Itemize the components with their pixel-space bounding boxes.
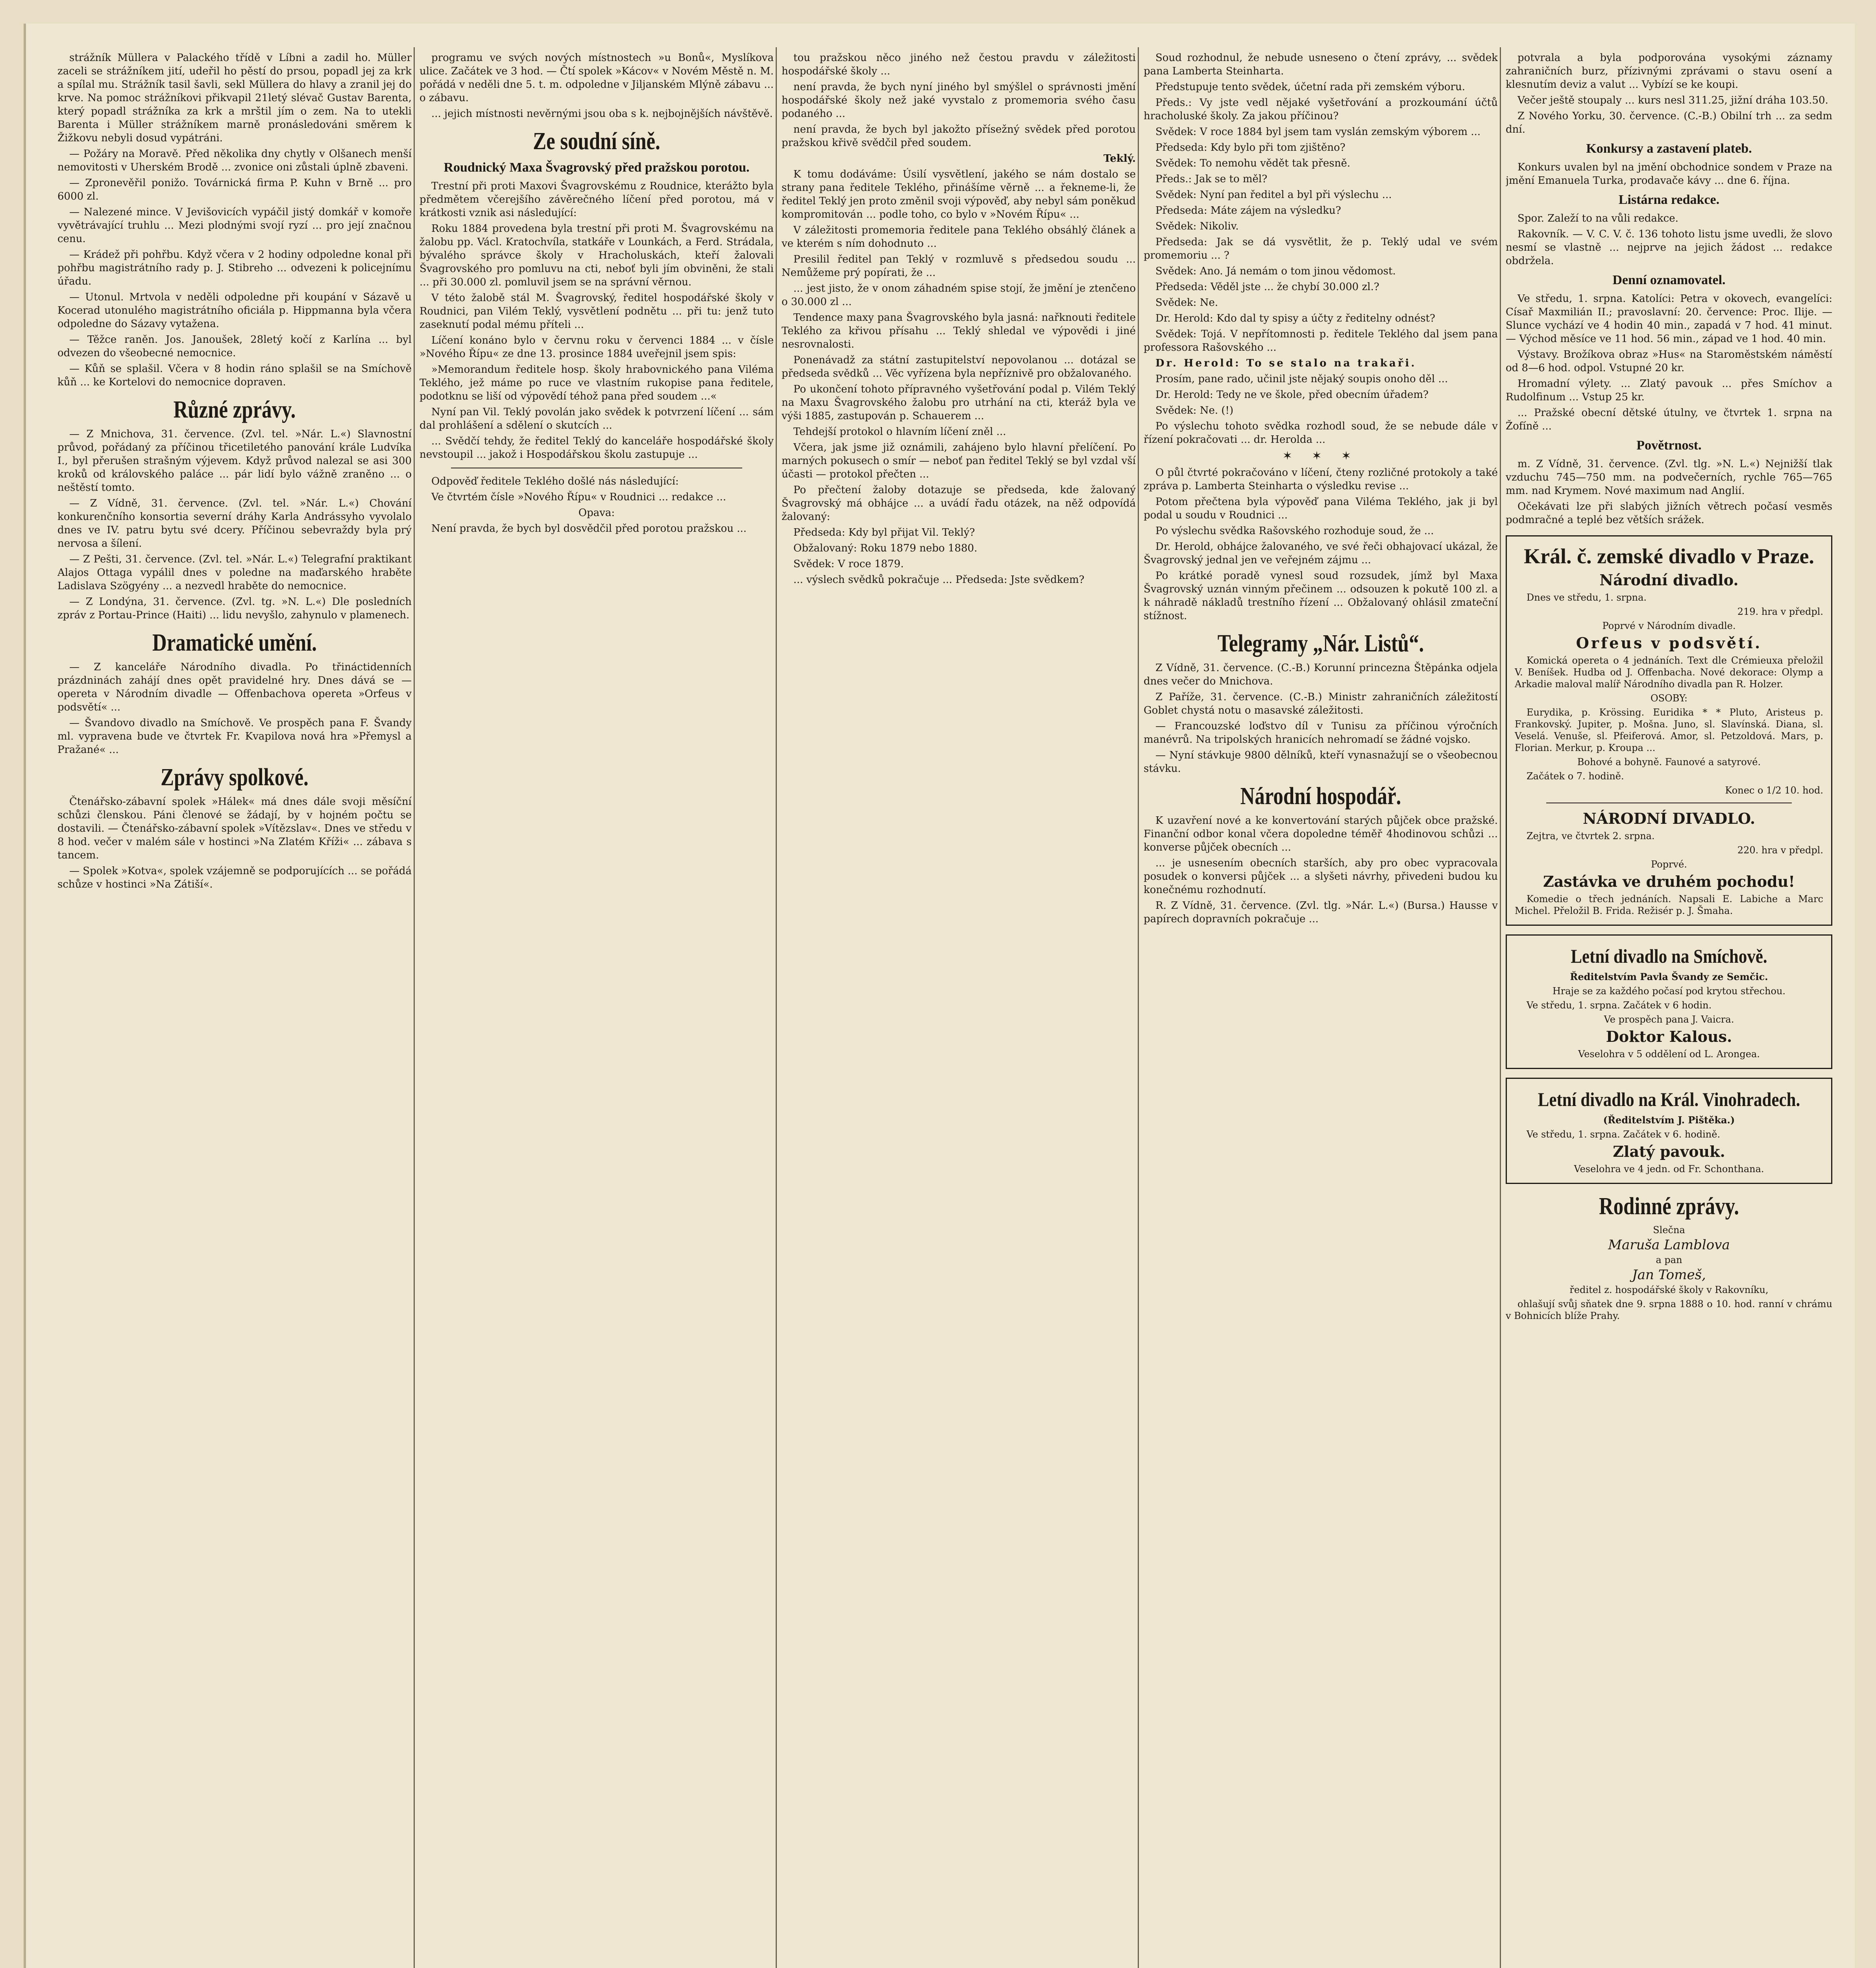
column-3 xyxy=(782,51,1136,1968)
program-date: Dnes ve středu, 1. srpna. xyxy=(1527,592,1647,603)
paragraph: Líčení konáno bylo v červnu roku v červenci 1884 ... v čísle »Nového Řípu« ze dne 13. prosince 1884 uveřejnil jsem spis: xyxy=(420,335,774,360)
program-cast: Eurydika, p. Krössing. Euridika * * Pluto, Aristeus p. Frankovský. Jupiter, p. Mošna. Juno, sl. Slavínská. Diana, sl. Veselá. Venuše, sl. Pfeiferová. Amor, sl. Petzoldová. Mars, p. Florian. Merkur, p. Kroupa ... xyxy=(1515,707,1823,753)
paragraph: — Utonul. Mrtvola v neděli odpoledne při koupání v Sázavě u Kocerad utonulého magistrátního oficiála p. Hippmanna byla včera odpoledne do Sázavy vytažena. xyxy=(57,291,412,330)
paragraph: Soud rozhodnul, že nebude usneseno o čtení zprávy, ... svědek pana Lamberta Steinharta. xyxy=(1144,52,1498,77)
paragraph: Dr. Herold: Kdo dal ty spisy a účty z ředitelny odnést? xyxy=(1155,313,1436,324)
paragraph: — Z Londýna, 31. července. (Zvl. tg. »N. L.«) Dle posledních zpráv z Portau-Prince (Haiti) ... lidu nevyšlo, zahynulo v plamenech. xyxy=(57,596,412,621)
paragraph: Svědek: V roce 1884 byl jsem tam vyslán zemským výborem ... xyxy=(1155,126,1481,138)
program-number: 220. hra v předpl. xyxy=(1737,845,1823,856)
paragraph: Svědek: Ne. xyxy=(1155,297,1218,309)
newspaper-page xyxy=(24,24,1855,1968)
column-rule xyxy=(414,47,415,1968)
theatre-program-box xyxy=(1506,535,1832,926)
paragraph: Tendence maxy pana Švagrovského byla jasná: nařknouti ředitele Teklého za křivou přísahu ... Teklý shledal ve výpovědi i jiné nesrovnalosti. xyxy=(782,312,1136,350)
paragraph: — Krádež při pohřbu. Když včera v 2 hodiny odpoledne konal při pohřbu magistrátního rady p. J. Stibreho ... odvezeni k policejnímu úřadu. xyxy=(57,249,412,287)
paragraph: Odpověď ředitele Teklého došlé nás následující: xyxy=(431,475,679,487)
paragraph: Roku 1884 provedena byla trestní při proti M. Švagrovskému na žalobu pp. Václ. Kratochvíla, statkáře v Lounkách, a Ferd. Strádala, bývalého správce školy v Hracholuskách, kteří žalovali Švagrovského pro pomluvu na cti, neboť byli jím obviněni, že stali ... při 30.000 zl. pomluvil jsem se na správní věrnou. xyxy=(420,223,774,288)
ad-title: Letní divadlo na Král. Vinohradech. xyxy=(1538,1088,1800,1110)
section-heading-ruzne: Různé zprávy. xyxy=(173,396,296,423)
paragraph: Po výslechu tohoto svědka rozhodl soud, že se nebude dále v řízení pokračovati ... dr. Herolda ... xyxy=(1144,420,1498,446)
star-ornament-icon: ✶ ✶ ✶ xyxy=(1282,449,1359,463)
section-heading-oznamovatel: Denní oznamovatel. xyxy=(1612,273,1726,287)
paragraph: — Požáry na Moravě. Před několika dny chytly v Olšanech menší nemovitosti v Uherském Brodě ... zvonice oni zůstali úplně zbaveni. xyxy=(57,148,412,173)
paragraph: — Švandovo divadlo na Smíchově. Ve prospěch pana F. Švandy ml. vypravena bude ve čtvrtek Fr. Kvapilova nová hra »Přemysl a Pražané« ... xyxy=(57,717,412,756)
column-2 xyxy=(420,51,774,1968)
signature: Teklý. xyxy=(1103,153,1136,165)
paragraph: Ve středu, 1. srpna. Katolíci: Petra v okovech, evangelíci: Císař Maxmilián II.; pravoslavní: 20. července: Proc. Ilije. — Slunce vychází ve 4 hodin 40 min., zapadá v 7 hod. 41 minut. — Východ měsíce ve 11 hod. 56 min., západ ve 1 hod. 40 min. xyxy=(1506,293,1832,345)
paragraph: Očekávati lze při slabých jižních větrech počasí vesměs podmračné a teplé bez větších srážek. xyxy=(1506,501,1832,526)
paragraph: Po přečtení žaloby dotazuje se předseda, kde žalovaný Švagrovský má obhájce ... a uvádí řadu otázek, na něž odpovídá žalovaný: xyxy=(782,484,1136,523)
paragraph: Předseda: Máte zájem na výsledku? xyxy=(1155,205,1341,216)
column-rule xyxy=(1500,47,1501,1968)
paragraph: Dr. Herold: To se stalo na trakaři. xyxy=(1155,357,1417,369)
column-5 xyxy=(1506,51,1832,1968)
paragraph: — Francouzské loďstvo díl v Tunisu za příčinou výročních manévrů. Na tripolských hranicích nehromadí se žádné vojsko. xyxy=(1144,720,1498,745)
section-heading-spolkove: Zprávy spolkové. xyxy=(161,764,309,791)
paragraph: Předseda: Jak se dá vysvětlit, že p. Teklý udal ve svém promemoriu ... ? xyxy=(1144,236,1498,261)
paragraph: Svědek: Tojá. V nepřítomnosti p. ředitele Teklého dal jsem pana professora Rašovského ... xyxy=(1144,328,1498,353)
section-heading-telegramy: Telegramy „Nár. Listů“. xyxy=(1217,630,1424,657)
paragraph: — Z Mnichova, 31. července. (Zvl. tel. »Nár. L.«) Slavnostní průvod, pořádaný za příčinou třicetiletého panování krále Ludvíka I., byl přerušen strašným výjevem. Když průvod nalezal se asi 300 kroků od královského paláce ... pár lidí bylo vážně zraněno ... o neštěstí tomto. xyxy=(57,428,412,494)
paragraph: Svědek: V roce 1879. xyxy=(793,558,904,570)
ad-line: Hraje se za každého počasí pod krytou střechou. xyxy=(1552,986,1786,997)
paragraph: Trestní při proti Maxovi Švagrovskému z Roudnice, kterážto byla předmětem včerejšího závěrečného líčení před porotou, má v krátkosti vznik asi následující: xyxy=(420,180,774,219)
column-rule xyxy=(1138,47,1139,1968)
theatre-subheading: Národní divadlo. xyxy=(1599,571,1739,589)
paragraph: Prosím, pane rado, učinil jste nějaký soupis onoho děl ... xyxy=(1155,373,1448,385)
paragraph: Předstupuje tento svědek, účetní rada při zemském výboru. xyxy=(1155,81,1465,93)
ad-subtitle: Ředitelstvím Pavla Švandy ze Semčic. xyxy=(1570,971,1768,982)
section-heading-dramaticke: Dramatické umění. xyxy=(152,629,317,656)
paragraph: — Nalezené mince. V Jevišovicích vypáčil jistý domkář v komoře vyvětrávající truhlu ... Mezi plodnými svojí ryzí ... pro její značnou cenu. xyxy=(57,206,412,245)
paragraph: Obžalovaný: Roku 1879 nebo 1880. xyxy=(793,542,978,554)
paragraph: — Z Pešti, 31. července. (Zvl. tel. »Nár. L.«) Telegrafní praktikant Alajos Ottaga vypálil dnes v poledne na maďarského hraběte Ladislava Szögyény ... a nezvedl hraběte do nemocnice. xyxy=(57,553,412,592)
family-line: ředitel z. hospodářské školy v Rakovníku, xyxy=(1569,1284,1769,1295)
program-end: Konec o 1/2 10. hod. xyxy=(1725,785,1823,796)
paragraph: K tomu dodáváme: Úsilí vysvětlení, jakého se nám dostalo se strany pana ředitele Teklého, přinášíme věrně ... a řekneme-li, že ředitel Teklý jen proto změnil svoji výpověď, aby nebyl sám poněkud kompromitován ... podle toho, co bylo v »Novém Řípu« ... xyxy=(782,168,1136,220)
paragraph: Svědek: Nyní pan ředitel a byl při výslechu ... xyxy=(1155,189,1392,201)
program-date: Zejtra, ve čtvrtek 2. srpna. xyxy=(1527,830,1655,842)
paragraph: Svědek: Ano. Já nemám o tom jinou vědomost. xyxy=(1155,265,1396,277)
family-line: Slečna xyxy=(1653,1224,1685,1236)
ad-line: Ve prospěch pana J. Vaicra. xyxy=(1604,1014,1734,1025)
article-subheading: Roudnický Maxa Švagrovský před pražskou porotou. xyxy=(444,160,750,175)
paragraph: Z Nového Yorku, 30. července. (C.-B.) Obilní trh ... za sedm dní. xyxy=(1506,110,1832,135)
ad-line: Ve středu, 1. srpna. Začátek v 6. hodině. xyxy=(1527,1129,1721,1140)
paragraph: V záležitosti promemoria ředitele pana Teklého obsáhlý článek a ve kterém s ním dohodnuto ... xyxy=(782,224,1136,250)
ad-line: Veselohra ve 4 jedn. od Fr. Schonthana. xyxy=(1574,1163,1764,1175)
paragraph: V této žalobě stál M. Švagrovský, ředitel hospodářské školy v Roudnici, pan Vilém Teklý, vysvětlení podnětu ... při tu: jenž tuto zaseknutí podal mému příteli ... xyxy=(420,292,774,331)
ad-title: Letní divadlo na Smíchově. xyxy=(1571,945,1767,967)
paragraph: — Zpronevěřil ponižo. Továrnická firma P. Kuhn v Brně ... pro 6000 zl. xyxy=(57,177,412,202)
persons-label: OSOBY: xyxy=(1651,693,1687,704)
ad-vinohrady-divadlo xyxy=(1506,1078,1832,1184)
section-heading-hospodar: Národní hospodář. xyxy=(1240,783,1401,810)
paragraph: Z Vídně, 31. července. (C.-B.) Korunní princezna Štěpánka odjela dnes večer do Mnichova. xyxy=(1144,662,1498,687)
ad-letni-divadlo xyxy=(1506,934,1832,1069)
section-heading-konkursy: Konkursy a zastavení plateb. xyxy=(1586,141,1752,156)
paragraph: Tehdejší protokol o hlavním líčení zněl ... xyxy=(793,426,1006,438)
section-heading-rodinne: Rodinné zprávy. xyxy=(1599,1193,1739,1220)
paragraph: ... je usnesením obecních starších, aby pro obec vypracovala posudek o konversi půjček ... a slyšeti návrhy, přivedeni budou ku konečnému rozhodnutí. xyxy=(1144,857,1498,896)
paragraph: — Spolek »Kotva«, spolek vzájemně se podporujících ... se pořádá schůze v hostinci »Na Zátiší«. xyxy=(57,865,412,890)
section-heading-listarna: Listárna redakce. xyxy=(1618,192,1720,207)
paragraph: Předseda: Věděl jste ... že chybí 30.000 zl.? xyxy=(1155,281,1379,293)
paragraph: Čtenářsko-zábavní spolek »Hálek« má dnes dále svoji měsíční schůzi členskou. Páni členové se žádají, by v hojném počtu se dostavili. — Čtenářsko-zábavní spolek »Vítězslav«. Dnes ve středu v 8 hod. večer v malém sále v hostinci »Na Zlatém Kříži« ... zábava s tancem. xyxy=(57,796,412,861)
paragraph: Večer ještě stoupaly ... kurs nesl 311.25, jižní dráha 103.50. xyxy=(1517,94,1828,106)
paragraph: Potom přečtena byla výpověď pana Viléma Teklého, jak ji byl podal u soudu v Roudnici ... xyxy=(1144,496,1498,521)
paragraph: — Kůň se splašil. Včera v 8 hodin ráno splašil se na Smíchově kůň ... ke Kortelovi do nemocnice dopraven. xyxy=(57,363,412,388)
ad-line: Zlatý pavouk. xyxy=(1613,1143,1725,1160)
paragraph: R. Z Vídně, 31. července. (Zvl. tlg. »Nár. L.«) (Bursa.) Hausse v papírech dopravních pokračuje ... xyxy=(1144,900,1498,925)
family-line: Maruša Lamblova xyxy=(1608,1237,1730,1253)
paragraph: K uzavření nové a ke konvertování starých půjček obce pražské. Finanční odbor konal včera dopoledne téměř 4hodinovou schůzi ... konverse půjček obecních ... xyxy=(1144,815,1498,853)
column-1 xyxy=(57,51,412,1968)
paragraph: Dr. Herold: Tedy ne ve škole, před obecním úřadem? xyxy=(1155,389,1429,401)
paragraph: m. Z Vídně, 31. července. (Zvl. tlg. »N. L.«) Nejnižší tlak vzduchu 745—750 mm. na podvečerních, rychle 765—765 mm. nad Krymem. Nové maximum nad Anglií. xyxy=(1506,458,1832,497)
theatre-heading: Král. č. zemské divadlo v Praze. xyxy=(1524,544,1814,568)
program-note: Poprvé. xyxy=(1651,859,1687,870)
paragraph: Rakovník. — V. C. V. č. 136 tohoto listu jsme uvedli, že slovo nesmí se vlastně ... nejprve na jejich žádost ... redakce obdržela. xyxy=(1506,228,1832,267)
paragraph: Předs.: Jak se to měl? xyxy=(1155,173,1268,185)
paragraph: ... výslech svědků pokračuje ... Předseda: Jste svědkem? xyxy=(793,574,1085,586)
section-heading-povetrnost: Povětrnost. xyxy=(1636,438,1702,453)
paragraph: Ponenávadž za státní zastupitelství nepovolanou ... dotázal se předseda svědků ... Věc vyřízena byla nepříznivě pro obžalovaného. xyxy=(782,354,1136,379)
paragraph: — Z kanceláře Národního divadla. Po třináctidenních prázdninách zahájí dnes opět pravidelné hry. Dnes dává se — opereta v Národním divadle — Offenbachova opereta »Orfeus v podsvětí« ... xyxy=(57,661,412,713)
paragraph: Spor. Zaleží to na vůli redakce. xyxy=(1517,213,1678,224)
program-number: 219. hra v předpl. xyxy=(1737,606,1823,617)
paragraph: Není pravda, že bych byl dosvědčil před porotou pražskou ... xyxy=(431,523,747,535)
ad-line: Veselohra v 5 oddělení od L. Arongea. xyxy=(1578,1049,1760,1060)
ad-subtitle: (Ředitelstvím J. Pištěka.) xyxy=(1603,1114,1735,1126)
ad-line: Doktor Kalous. xyxy=(1606,1028,1732,1045)
paragraph: — Z Vídně, 31. července. (Zvl. tel. »Nár. L.«) Chování konkurenčního konsortia severní dráhy Karla Andrássyho vyvolalo dnes ve IV. patru bytu své dcery. Příčinou sebevraždy byla prý nervosa a šílení. xyxy=(57,498,412,549)
paragraph: ... jejich místnosti nevěrnými jsou oba s k. nejbojnějších návštěvě. xyxy=(431,108,773,120)
column-4 xyxy=(1144,51,1498,1968)
paragraph: Výstavy. Brožíkova obraz »Hus« na Staroměstském náměstí od 8—6 hod. odpol. Vstupné 20 kr. xyxy=(1506,349,1832,374)
paragraph: Svědek: To nemohu vědět tak přesně. xyxy=(1155,157,1351,169)
paragraph: Po krátké poradě vynesl soud rozsudek, jímž byl Maxa Švagrovský uznán vinným přečinem ... odsouzen k pokutě 100 zl. a k náhradě nákladů trestního řízení ... Obžalovaný ohlásil zmateční stížnost. xyxy=(1144,570,1498,622)
paragraph: Po výslechu svědka Rašovského rozhoduje soud, že ... xyxy=(1155,525,1434,537)
paragraph: není pravda, že bych byl jakožto přísežný svědek před porotou pražskou křivě svědčil před soudem. xyxy=(782,124,1136,149)
paragraph: ... jest jisto, že v onom záhadném spise stojí, že jmění je ztenčeno o 30.000 zl ... xyxy=(782,283,1136,308)
paragraph: strážník Müllera v Palackého třídě v Líbni a zadil ho. Müller zaceli se strážníkem jití, udeřil ho pěstí do prsou, popadl jej za krk a spílal mu. Strážník tasil šavli, sekl Müllera do hlavy a zranil jej do krve. Na pomoc strážníkovi přikvapil 21letý slévač Gustav Barenta, který popadl strážníka za krk a mrštil jím o zem. Na to utekli Barenta i Müller strážníkem marně pronásledováni směrem k Žižkovu nebyli dosud vypátráni. xyxy=(57,52,412,144)
paragraph: Předseda: Kdy byl přijat Vil. Teklý? xyxy=(793,527,975,538)
paragraph: Hromadní výlety. ... Zlatý pavouk ... přes Smíchov a Rudolfinum ... Vstup 25 kr. xyxy=(1506,378,1832,403)
program-extras: Bohové a bohyně. Faunové a satyrové. xyxy=(1577,756,1761,768)
paragraph: Konkurs uvalen byl na jmění obchodnice sondem v Praze na jmění Emanuela Turka, prodavače kávy ... dne 6. října. xyxy=(1506,161,1832,187)
paragraph: tou pražskou něco jiného než čestou pravdu v záležitosti hospodářské školy ... xyxy=(782,52,1136,77)
paragraph: Předseda: Kdy bylo při tom zjištěno? xyxy=(1155,142,1346,154)
paragraph: Presilil ředitel pan Teklý v rozmluvě s předsedou soudu ... Nemůžeme prý popírati, že ... xyxy=(782,253,1136,279)
paragraph: Dr. Herold, obhájce žalovaného, ve své řeči obhajovací ukázal, že Švagrovský jednal jen ve veřejném zájmu ... xyxy=(1144,541,1498,566)
program-start: Začátek o 7. hodině. xyxy=(1527,771,1624,782)
program-description: Komická opereta o 4 jednáních. Text dle Crémieuxa přeložil V. Beníšek. Hudba od J. Offenbacha. Nové dekorace: Olymp a Arkadie maloval malíř Národního divadla pan R. Holzer. xyxy=(1515,655,1823,690)
paragraph: není pravda, že bych nyní jiného byl smýšlel o správnosti jmění hospodářské školy než jaké vyvstalo z promemoria svého času podaného ... xyxy=(782,81,1136,120)
program-note: Poprvé v Národním divadle. xyxy=(1602,620,1736,631)
paragraph: ... Svědčí tehdy, že ředitel Teklý do kanceláře hospodářské školy nevstoupil ... jakož i Hospodářskou školu zastupuje ... xyxy=(420,435,774,461)
paragraph: Z Paříže, 31. července. (C.-B.) Ministr zahraničních záležitostí Goblet chystá notu o masavské záležitosti. xyxy=(1144,691,1498,716)
paragraph: Svědek: Nikoliv. xyxy=(1155,220,1239,232)
family-line: Jan Tomeš, xyxy=(1632,1267,1706,1283)
paragraph: O půl čtvrté pokračováno v líčení, čteny rozličné protokoly a také zpráva p. Lamberta Steinharta o výsledku revise ... xyxy=(1144,467,1498,492)
family-line: a pan xyxy=(1656,1254,1682,1265)
ad-line: Ve středu, 1. srpna. Začátek v 6 hodin. xyxy=(1527,1000,1712,1011)
paragraph: Opava: xyxy=(578,507,615,519)
paragraph: Svědek: Ne. (!) xyxy=(1155,405,1234,416)
paragraph: »Memorandum ředitele hosp. školy hrabovnického pana Viléma Teklého, jež máme po ruce ve vlastním rukopise pana ředitele, podotknu se liší od výpovědí téhož pana před soudem ...« xyxy=(420,364,774,402)
paragraph: Včera, jak jsme již oznámili, zahájeno bylo hlavní přelíčení. Po marných pokusech o smír — neboť pan ředitel Teklý se byl vzdal vší účasti — protokol přečten ... xyxy=(782,442,1136,480)
program-description: Komedie o třech jednáních. Napsali E. Labiche a Marc Michel. Přeložil B. Frida. Režisér p. J. Šmaha. xyxy=(1515,893,1823,916)
paragraph: Nyní pan Vil. Teklý povolán jako svědek k potvrzení líčení ... sám dal prohlášení a sdělení o skutcích ... xyxy=(420,406,774,431)
paragraph: ... Pražské obecní dětské útulny, ve čtvrtek 1. srpna na Žofíně ... xyxy=(1506,407,1832,432)
paragraph: programu ve svých nových místnostech »u Bonů«, Myslíkova ulice. Začátek ve 3 hod. — Čtí spolek »Kácov« v Novém Městě n. M. pořádá v neděli dne 5. t. m. odpoledne v Jiljanském Mlýně zábavu ... o zábavu. xyxy=(420,52,774,104)
paragraph: potvrala a byla podporována vysokými záznamy zahraničních burz, přízivnými zprávami o stavu osení a klesnutím deviz a valut ... Vybízí se ke koupi. xyxy=(1506,52,1832,91)
theatre-heading-2: NÁRODNÍ DIVADLO. xyxy=(1582,810,1756,827)
paragraph: Předs.: Vy jste vedl nějaké vyšetřování a prozkoumání účtů hracholuské školy. Za jakou příčinou? xyxy=(1144,97,1498,122)
family-line: ohlašují svůj sňatek dne 9. srpna 1888 o 10. hod. ranní v chrámu v Bohnicích blíže Prahy. xyxy=(1506,1298,1832,1321)
program-title: Zastávka ve druhém pochodu! xyxy=(1543,873,1795,890)
section-heading-soud: Ze soudní síně. xyxy=(533,128,660,155)
paragraph: Ve čtvrtém čísle »Nového Řípu« v Roudnici ... redakce ... xyxy=(431,491,726,503)
program-title: Orfeus v podsvětí. xyxy=(1576,634,1762,652)
paragraph: Po ukončení tohoto přípravného vyšetřování podal p. Vilém Teklý na Maxu Švagrovského žalobu pro utrhání na cti, kteráž byla ve výši 1885, zastupován p. Schauerem ... xyxy=(782,383,1136,422)
paragraph: — Těžce raněn. Jos. Janoušek, 28letý kočí z Karlína ... byl odvezen do všeobecné nemocnice. xyxy=(57,334,412,359)
paragraph: — Nyní stávkuje 9800 dělníků, kteří vynasnažují se o všeobecnou stávku. xyxy=(1144,749,1498,775)
column-rule xyxy=(776,47,777,1968)
